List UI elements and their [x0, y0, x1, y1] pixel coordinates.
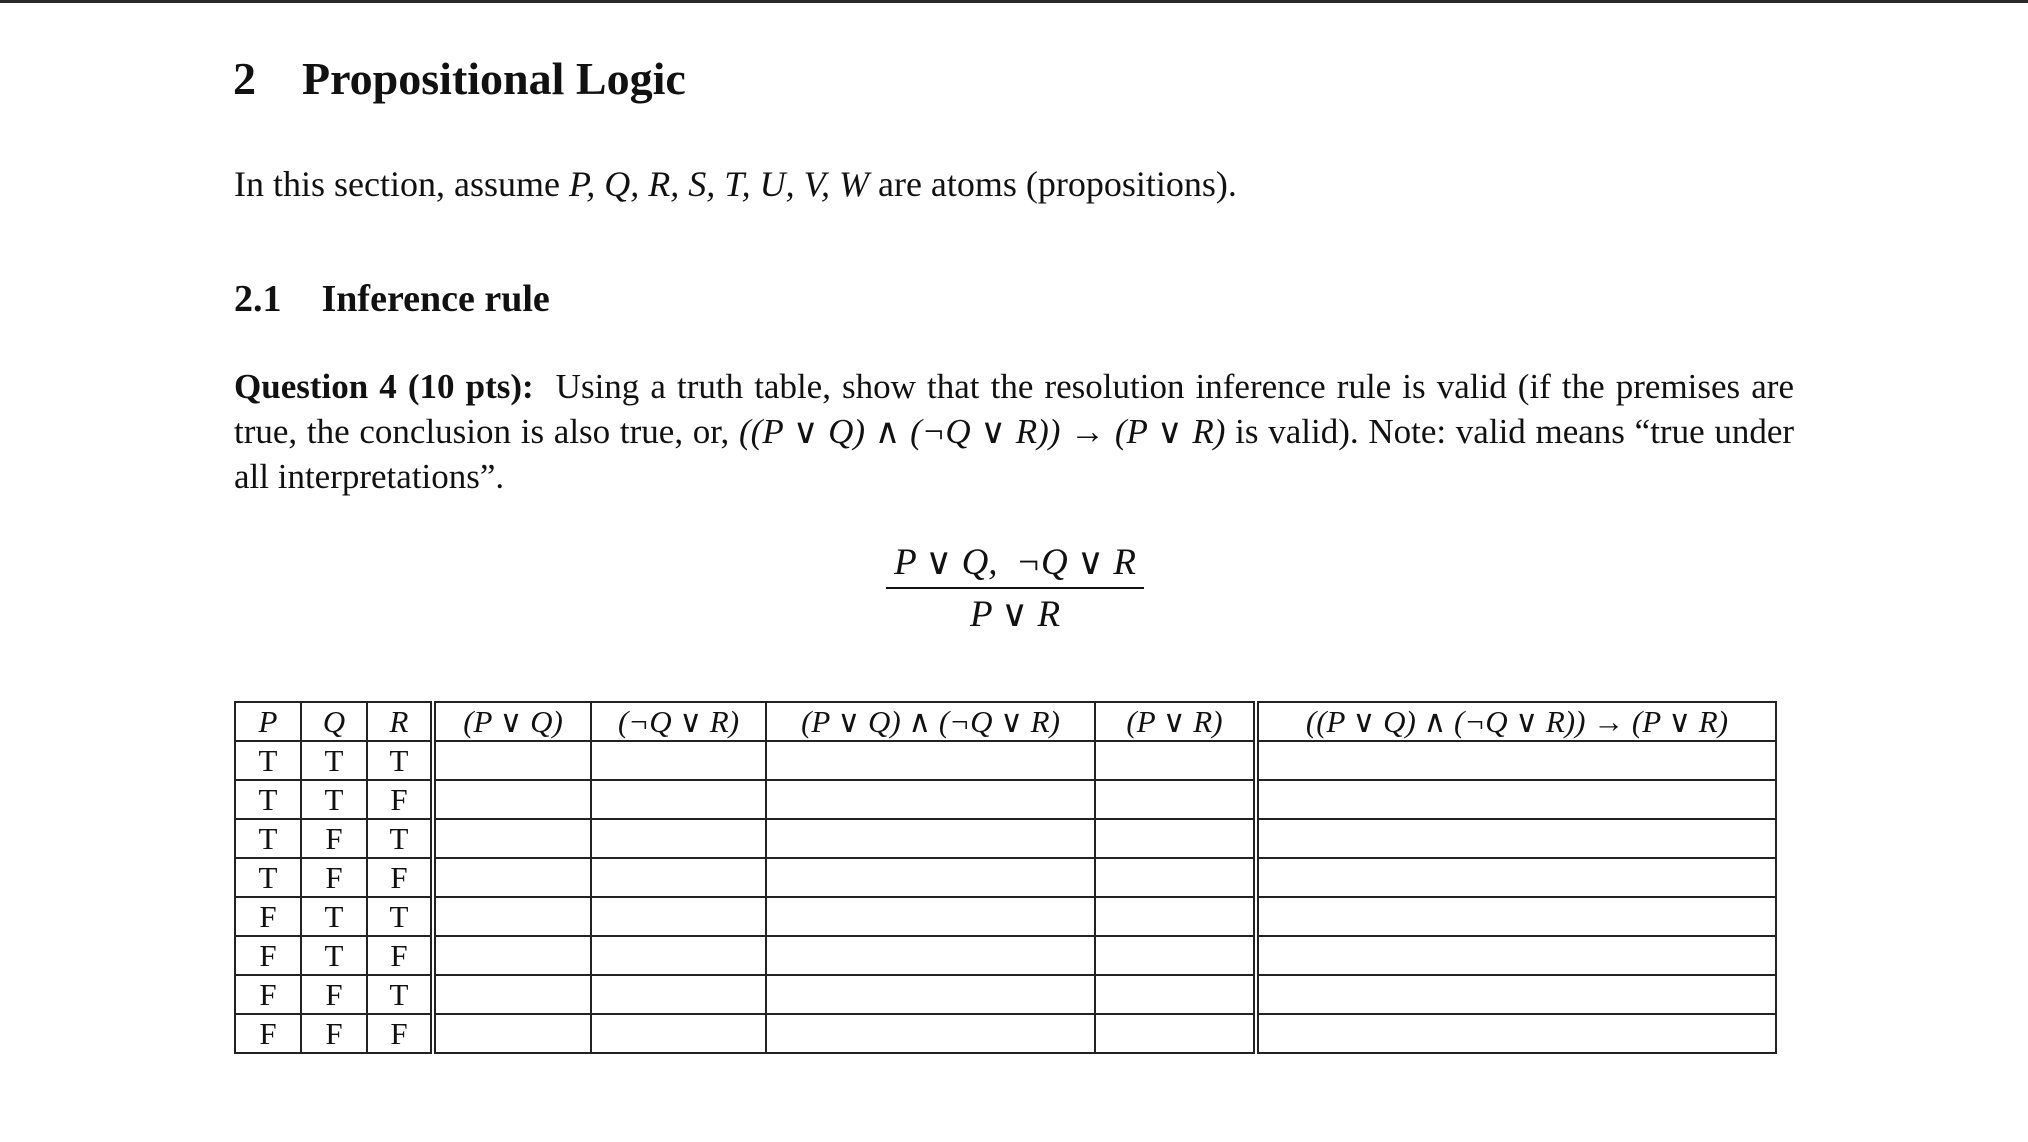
answer-cell [766, 897, 1095, 936]
answer-cell [433, 741, 591, 780]
table-row [235, 975, 1776, 1014]
answer-cell [766, 741, 1095, 780]
section-heading [233, 52, 686, 105]
answer-cell [591, 975, 766, 1014]
subsection-title: Inference rule [321, 278, 550, 320]
answer-cell [766, 858, 1095, 897]
question-formula: ((P ∨ Q) ∧ (¬Q ∨ R)) → (P ∨ R) [739, 412, 1226, 451]
question-text-1: Using a truth table, show that the resolution inference rule is valid (if the premises are true, the conclusion is also true, or, [234, 367, 1794, 451]
truth-value-cell: T [367, 897, 433, 936]
answer-cell [1256, 936, 1776, 975]
truth-value-cell: T [301, 780, 367, 819]
truth-value-cell: F [235, 975, 301, 1014]
answer-cell [766, 819, 1095, 858]
question-text-2: is valid). Note: valid means “true under all interpretations”. [234, 412, 1795, 496]
truth-value-cell: T [367, 975, 433, 1014]
answer-cell [1256, 975, 1776, 1014]
answer-cell [433, 780, 591, 819]
column-header-4: (¬Q ∨ R) [591, 702, 766, 741]
truth-value-cell: T [301, 936, 367, 975]
inference-rule [886, 540, 1144, 636]
answer-cell [591, 936, 766, 975]
truth-value-cell: F [367, 1014, 433, 1053]
answer-cell [1095, 936, 1256, 975]
answer-cell [1095, 897, 1256, 936]
rule-premises: P ∨ Q, ¬Q ∨ R [886, 540, 1144, 589]
section-title: Propositional Logic [302, 53, 686, 104]
answer-cell [1256, 1014, 1776, 1053]
answer-cell [766, 936, 1095, 975]
column-header-3: (P ∨ Q) [433, 702, 591, 741]
answer-cell [1256, 780, 1776, 819]
column-header-2: R [367, 702, 433, 741]
answer-cell [1095, 858, 1256, 897]
section-intro [234, 163, 1237, 205]
truth-value-cell: T [367, 741, 433, 780]
answer-cell [591, 741, 766, 780]
truth-value-cell: F [301, 975, 367, 1014]
answer-cell [766, 1014, 1095, 1053]
answer-cell [1095, 780, 1256, 819]
truth-value-cell: F [301, 819, 367, 858]
truth-value-cell: T [301, 897, 367, 936]
answer-cell [1256, 741, 1776, 780]
truth-value-cell: F [301, 858, 367, 897]
section-number: 2 [233, 53, 256, 104]
table-row [235, 936, 1776, 975]
answer-cell [591, 1014, 766, 1053]
column-header-0: P [235, 702, 301, 741]
truth-value-cell: F [367, 936, 433, 975]
table-header-row [235, 702, 1776, 741]
table-row [235, 741, 1776, 780]
rule-conclusion: P ∨ R [969, 594, 1061, 635]
table-row [235, 858, 1776, 897]
truth-value-cell: T [367, 819, 433, 858]
answer-cell [766, 780, 1095, 819]
top-rule [0, 0, 2028, 3]
subsection-heading [234, 277, 550, 321]
answer-cell [433, 819, 591, 858]
truth-value-cell: F [235, 1014, 301, 1053]
answer-cell [591, 780, 766, 819]
table-row [235, 897, 1776, 936]
answer-cell [433, 858, 591, 897]
answer-cell [766, 975, 1095, 1014]
intro-atoms: P, Q, R, S, T, U, V, W [568, 164, 869, 204]
column-header-1: Q [301, 702, 367, 741]
truth-value-cell: T [235, 780, 301, 819]
answer-cell [1095, 975, 1256, 1014]
question-paragraph [234, 364, 1794, 499]
answer-cell [433, 936, 591, 975]
answer-cell [433, 1014, 591, 1053]
truth-value-cell: F [301, 1014, 367, 1053]
answer-cell [1095, 819, 1256, 858]
column-header-7: ((P ∨ Q) ∧ (¬Q ∨ R)) → (P ∨ R) [1256, 702, 1776, 741]
intro-suffix: are atoms (propositions). [868, 164, 1237, 204]
question-label: Question 4 (10 pts): [234, 367, 534, 406]
answer-cell [1095, 1014, 1256, 1053]
answer-cell [591, 897, 766, 936]
answer-cell [433, 975, 591, 1014]
truth-table [234, 701, 1777, 1054]
truth-value-cell: F [235, 936, 301, 975]
intro-prefix: In this section, assume [234, 164, 569, 204]
truth-value-cell: F [235, 897, 301, 936]
answer-cell [1256, 819, 1776, 858]
answer-cell [433, 897, 591, 936]
answer-cell [1095, 741, 1256, 780]
table-row [235, 819, 1776, 858]
truth-value-cell: F [367, 858, 433, 897]
truth-value-cell: F [367, 780, 433, 819]
table-row [235, 780, 1776, 819]
truth-value-cell: T [235, 819, 301, 858]
truth-value-cell: T [235, 858, 301, 897]
answer-cell [1256, 897, 1776, 936]
answer-cell [591, 858, 766, 897]
answer-cell [591, 819, 766, 858]
truth-value-cell: T [235, 741, 301, 780]
answer-cell [1256, 858, 1776, 897]
subsection-number: 2.1 [234, 278, 282, 320]
table-row [235, 1014, 1776, 1053]
column-header-5: (P ∨ Q) ∧ (¬Q ∨ R) [766, 702, 1095, 741]
column-header-6: (P ∨ R) [1095, 702, 1256, 741]
truth-value-cell: T [301, 741, 367, 780]
